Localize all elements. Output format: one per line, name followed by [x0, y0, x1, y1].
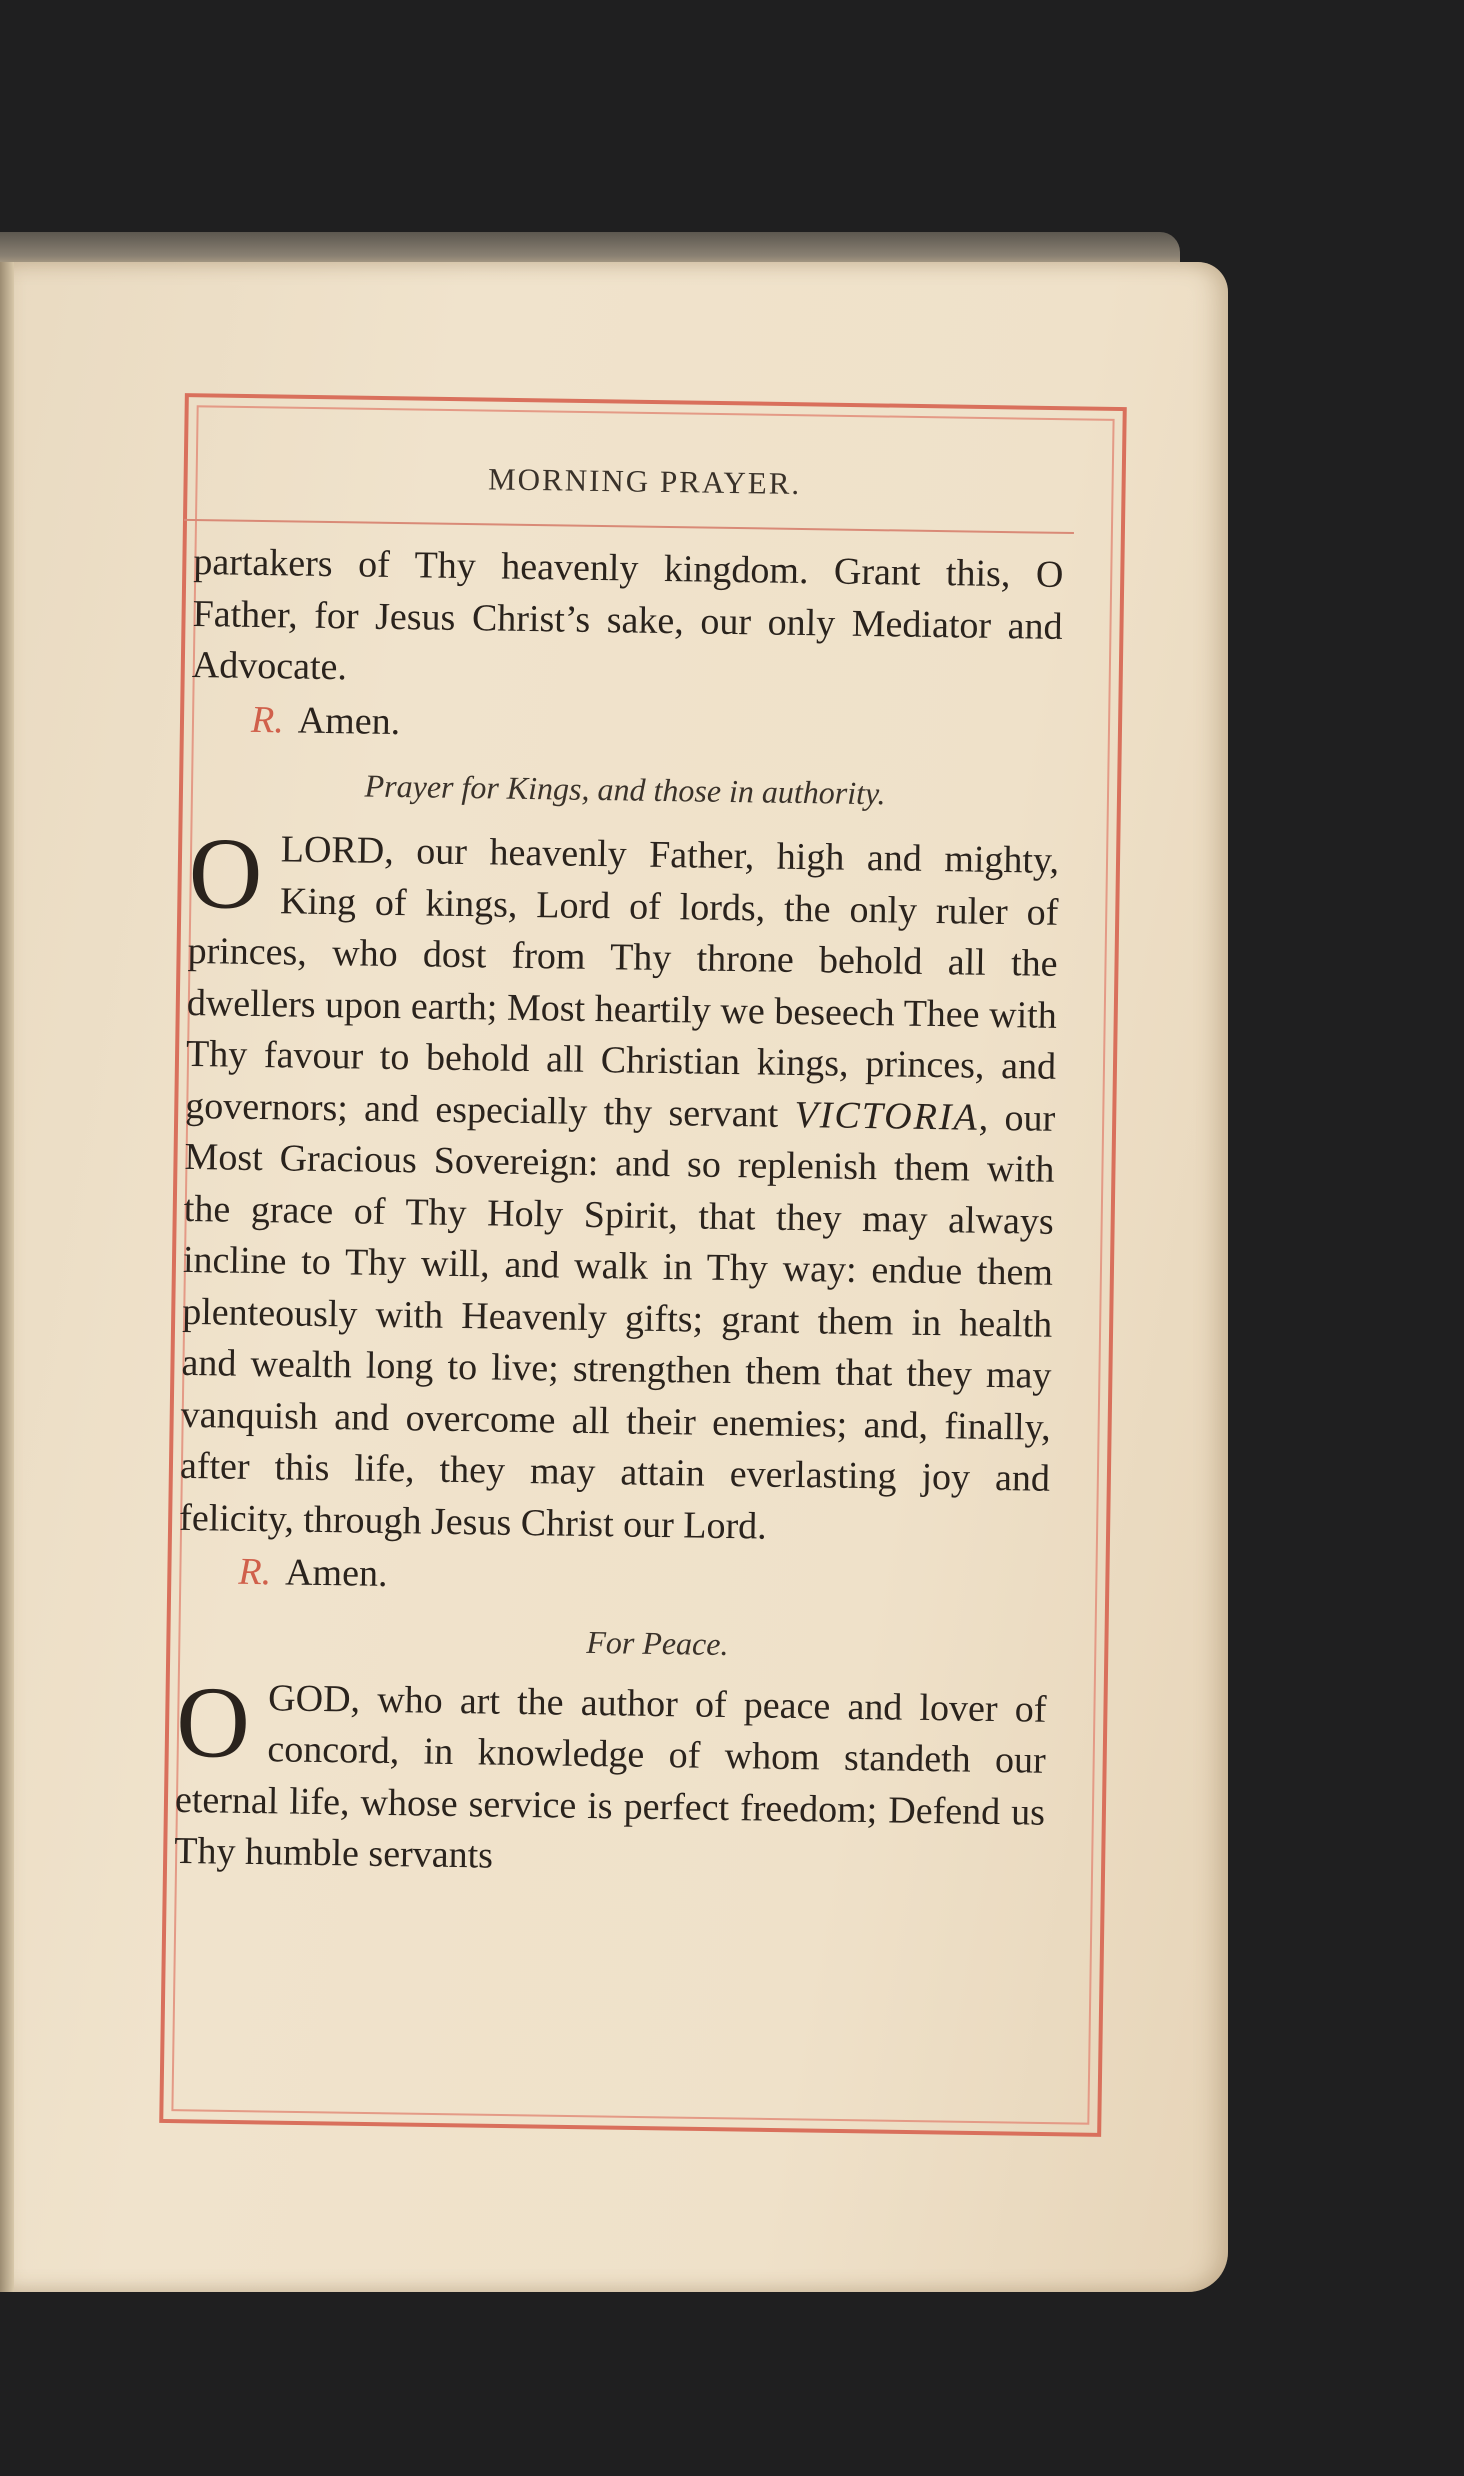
prayer-peace-body: standeth our eternal life, whose service is perfect freedom; Defend us Thy humble servants — [173, 1736, 1047, 1877]
facing-page-sliver — [0, 262, 14, 2292]
drop-cap-initial: O — [187, 816, 264, 932]
prayer-kings-opening: LORD, our heavenly Father, high and mighty, King of kings, Lord of lords, — [279, 828, 1060, 930]
amen-text: Amen. — [297, 699, 401, 743]
continuation-paragraph: partakers of Thy heavenly kingdom. Grant this, O Father, for Jesus Christ’s sake, our only Mediator and Advocate. — [191, 540, 1064, 689]
prayer-kings — [178, 816, 1060, 1557]
head-rule — [184, 519, 1074, 534]
prayer-peace-opening: GOD, who art the author of peace and lover of concord, in knowledge of whom — [267, 1676, 1047, 1779]
drop-cap-initial: O — [175, 1665, 251, 1780]
sovereign-name: VICTORIA — [794, 1093, 980, 1139]
amen-response-1 — [191, 693, 1062, 757]
prayer-kings-body-before: the only ruler of princes, who dost from Thy throne behold all the dwellers upon earth; Most heartily we beseech Thee with Thy favour to behold all Christian kings, princes, and governors; and especially thy servant — [185, 887, 1059, 1136]
page-text — [174, 455, 1065, 1890]
amen-text: Amen. — [284, 1551, 388, 1595]
prayer-peace — [173, 1665, 1047, 1890]
amen-response-2 — [178, 1546, 1049, 1610]
prayer-heading-peace: For Peace. — [586, 1623, 729, 1662]
response-mark: R. — [250, 698, 285, 741]
prayer-kings-body-after: , our Most Gracious Sovereign: and so replenish them with the grace of Thy Holy Spirit, that they may always incline to Thy will, and walk in Thy way: endue them plenteously with Heavenly gifts; grant them in health and wealth long to live; strengthen them that they may vanquish and overcome all their enemies; and, finally, after this life, they may attain everlasting joy and felicity, through Jesus Christ our Lord. — [178, 1096, 1056, 1548]
running-head: MORNING PRAYER. — [487, 461, 802, 501]
response-mark: R. — [238, 1550, 272, 1594]
prayer-heading-kings: Prayer for Kings, and those in authority. — [364, 767, 886, 812]
